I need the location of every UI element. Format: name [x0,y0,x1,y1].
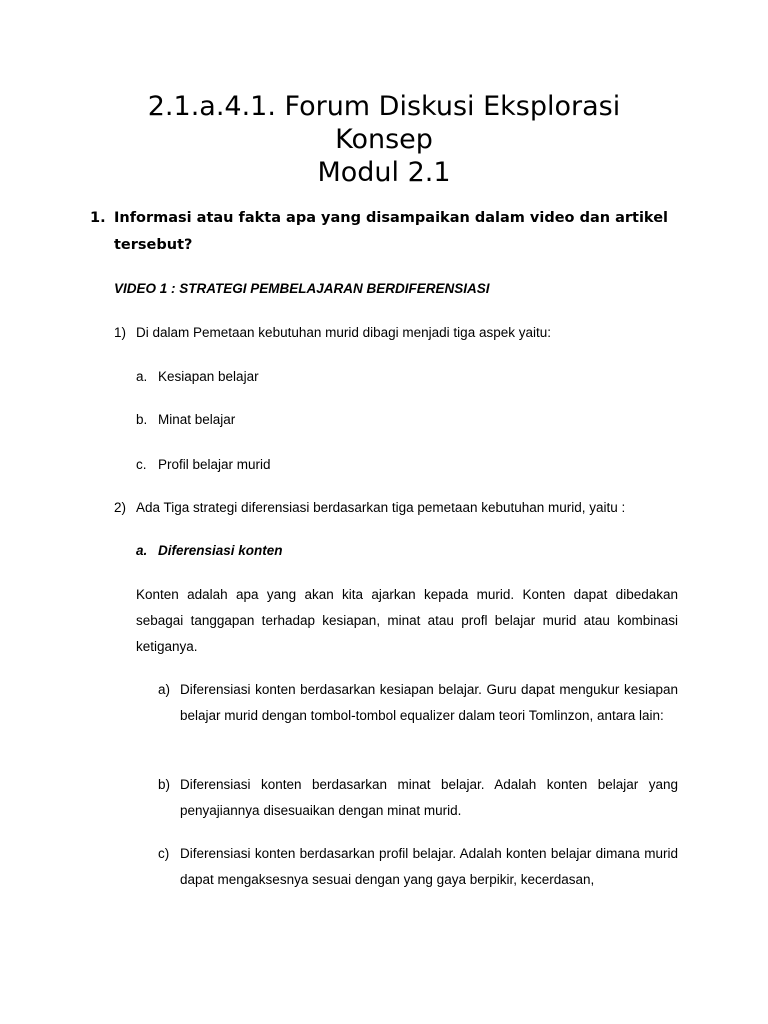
sub-list-item [158,677,678,729]
video-heading: VIDEO 1 : STRATEGI PEMBELAJARAN BERDIFERENSIASI [114,281,490,296]
sub-list-item [158,772,678,824]
list-item-text: Profil belajar murid [158,457,271,472]
list-item-label: c. [136,457,147,472]
sub-list-item-text: Diferensiasi konten berdasarkan minat belajar. Adalah konten belajar yang penyajiannya disesuaikan dengan minat murid. [180,777,678,818]
sub-list-item-label: c) [158,846,170,861]
list-item-label: b. [136,412,148,427]
point-2-text: Ada Tiga strategi diferensiasi berdasarkan tiga pemetaan kebutuhan murid, yaitu : [136,500,626,515]
sub-list-item-label: a) [158,682,171,697]
subheading-diferensiasi-konten [136,543,283,558]
list-item-text: Minat belajar [158,412,236,427]
point-2-number: 2) [114,500,127,515]
sub-list-item [158,841,678,893]
title-line-2: Konsep [335,124,433,155]
sub-list-item-text: Diferensiasi konten berdasarkan kesiapan belajar. Guru dapat mengukur kesiapan belajar murid dengan tombol-tombol equalizer dalam teori Tomlinzon, antara lain: [180,682,678,723]
subheading-text: Diferensiasi konten [158,543,283,558]
konten-paragraph: Konten adalah apa yang akan kita ajarkan kepada murid. Konten dapat dibedakan sebagai tanggapan terhadap kesiapan, minat atau profl belajar murid atau kombinasi ketiganya. [136,587,678,654]
list-item-text: Kesiapan belajar [158,369,259,384]
question-1-number: 1. [90,210,106,226]
question-1-text: Informasi atau fakta apa yang disampaikan dalam video dan artikel tersebut? [114,210,668,253]
list-item-label: a. [136,369,148,384]
point-1-number: 1) [114,325,127,340]
document-title [0,90,768,189]
sub-list-item-label: b) [158,777,171,792]
subheading-label: a. [136,543,148,558]
sub-list-item-text: Diferensiasi konten berdasarkan profil belajar. Adalah konten belajar dimana murid dapat mengaksesnya sesuai dengan yang gaya berpikir, kecerdasan, [180,846,678,887]
title-line-1: 2.1.a.4.1. Forum Diskusi Eksplorasi [147,91,621,122]
title-line-3: Modul 2.1 [317,157,451,188]
point-1-text: Di dalam Pemetaan kebutuhan murid dibagi menjadi tiga aspek yaitu: [136,325,551,340]
question-1 [90,205,690,259]
